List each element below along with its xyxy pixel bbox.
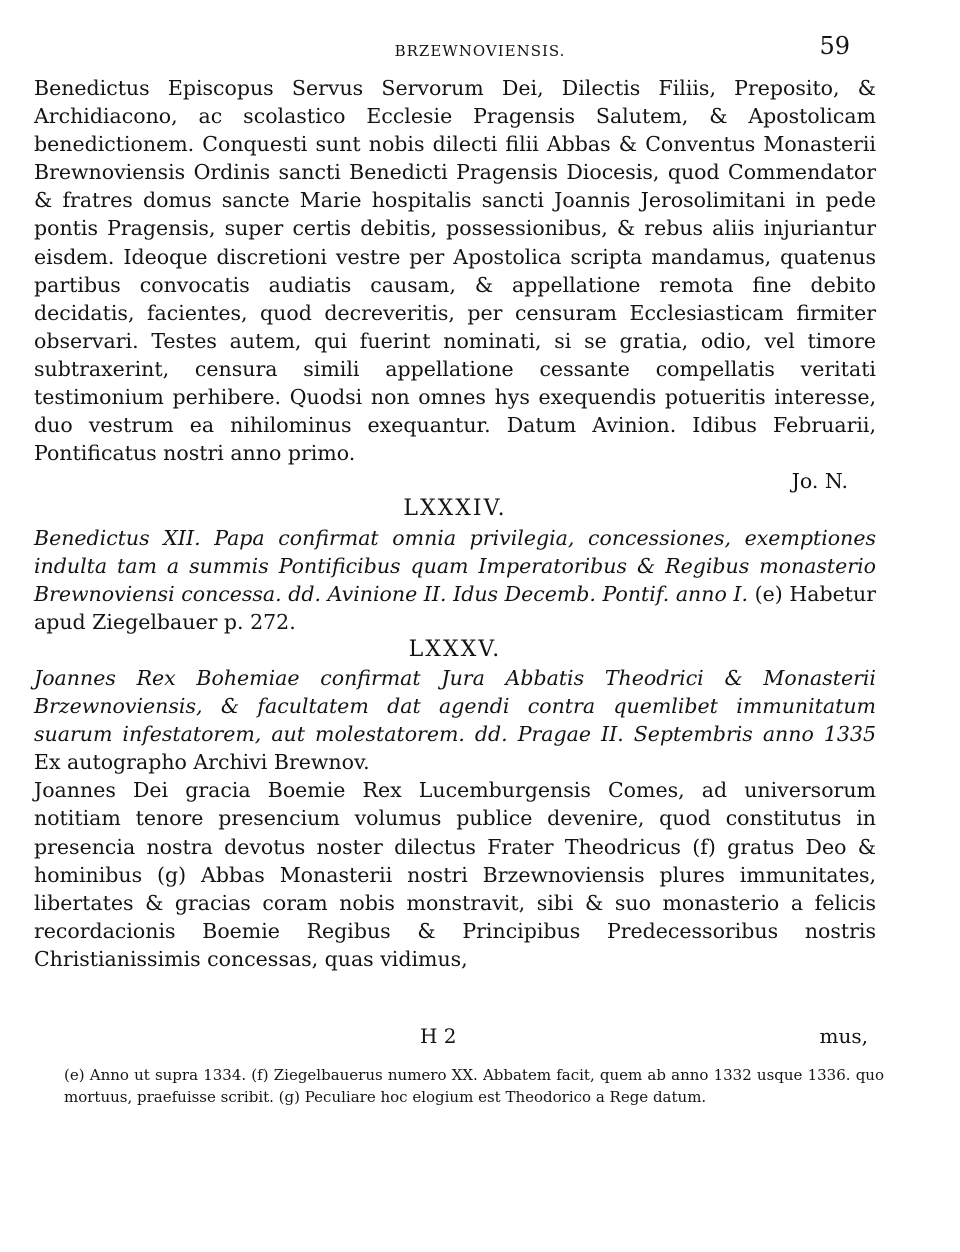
- letter-signature: Jo. N.: [791, 469, 848, 494]
- signature-mark: H 2: [420, 1024, 457, 1048]
- letter-paragraph: Benedictus Episcopus Servus Servorum Dei, Dilectis Filiis, Preposito, & Archidiacono, ac scolastico Ecclesie Pragensis Salutem, & Apostolicam benedictionem. Conquesti sunt nobis dilecti filii Abbas & Conventus Monasterii Brewnoviensis Ordinis sancti Benedicti Pragensis Diocesis, quod Commendator & fratres domus sancte Marie hospitalis sancti Joannis Jerosolimitani in pede pontis Pragensis, super certis debitis, possessionibus, & rebus aliis injuriantur eisdem. Ideoque discretioni vestre per Apostolica scripta mandamus, quatenus partibus convocatis audiatis causam, & appellatione remota fine debito decidatis, facientes, quod decreveritis, per censuram Ecclesiasticam firmiter observari. Testes autem, qui fuerint nominati, si se gratia, odio, vel timore subtraxerint, censura simili appellatione cessante compellatis veritati testimonium perhibere. Quodsi non omnes hys exequendis potueritis interesse, duo vestrum ea nihilominus exequantur. Datum Avinion. Idibus Februarii, Pontificatus nostri anno primo.: [34, 76, 876, 466]
- summary-italic: Benedictus XII. Papa confirmat omnia privilegia, concessiones, exemptiones indulta tam a summis Pontificibus quam Imperatoribus & Regibus monasterio Brewnoviensi concessa. dd. Avinione II. Idus Decemb. Pontif. anno I.: [34, 525, 876, 606]
- document-summary: [34, 664, 876, 776]
- footnote-text: (e) Anno ut supra 1334. (f) Ziegelbauerus numero XX. Abbatem facit, quem ab anno 1332 usque 1336. quo mortuus, praefuisse scribit. (g) Peculiare hoc elogium est Theodorico a Rege datum.: [64, 1066, 884, 1106]
- charter-paragraph: Joannes Dei gracia Boemie Rex Lucemburgensis Comes, ad universorum notitiam tenore presencium volumus publice devenire, quod constitutus in presencia nostra devotus noster dilectus Frater Theodricus (f) gratus Deo & hominibus (g) Abbas Monasterii nostri Brzewnoviensis plures immunitates, libertates & gracias coram nobis monstravit, sibi & suo monasterio a felicis recordacionis Boemie Regibus & Principibus Predecessoribus nostris Christianissimis concessas, quas vidimus,: [34, 778, 876, 971]
- document-number: LXXXIV.: [403, 496, 507, 522]
- catchword: mus,: [819, 1024, 868, 1048]
- document-number: LXXXV.: [408, 636, 502, 662]
- main-text: [34, 74, 876, 973]
- page-number: 59: [819, 32, 850, 60]
- summary-italic: Joannes Rex Bohemiae confirmat Jura Abbatis Theodrici & Monasterii Brzewnoviensis, & facultatem dat agendi contra quemlibet immunitatum suarum infestatorem, aut molestatorem. dd. Pragae II. Septembris anno 1335: [34, 665, 876, 747]
- footnote-reference-note: (e) Habetur apud Ziegelbauer p. 272.: [34, 581, 876, 634]
- document-summary: [34, 524, 876, 636]
- footnotes: [64, 1064, 884, 1108]
- running-head: BRZEWNOVIENSIS.: [394, 42, 566, 60]
- source-note: Ex autographo Archivi Brewnov.: [34, 750, 370, 775]
